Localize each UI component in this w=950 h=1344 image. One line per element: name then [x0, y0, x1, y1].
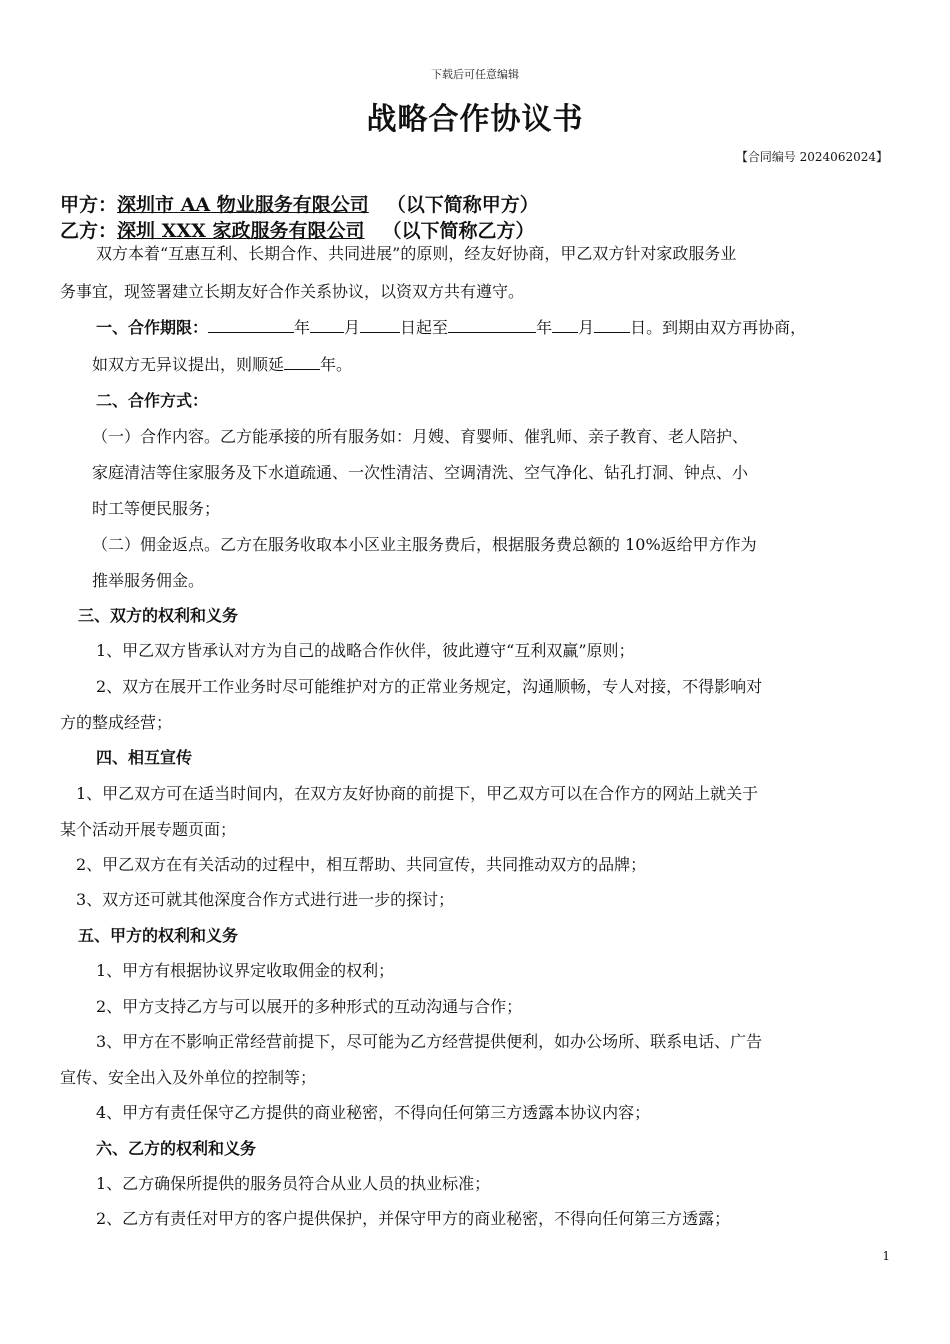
- section-3-heading: 三、双方的权利和义务: [78, 606, 239, 625]
- section-6-line: 2、乙方有责任对甲方的客户提供保护，并保守甲方的商业秘密，不得向任何第三方透露；: [96, 1209, 731, 1228]
- party-b-name: 深圳 XXX 家政服务有限公司: [117, 220, 365, 242]
- party-b-prefix: 乙方：: [60, 220, 118, 242]
- section-4-line: 1、甲乙双方可在适当时间内，在双方友好协商的前提下，甲乙双方可以在合作方的网站上就关于: [76, 784, 759, 803]
- section-2-line: 家庭清洁等住家服务及下水道疏通、一次性清洁、空调清洗、空气净化、钻孔打洞、钟点、小: [92, 463, 749, 482]
- section-1-term: [96, 317, 806, 338]
- page-number: 1: [882, 1249, 890, 1263]
- renewal-text: 如双方无异议提出，则顺延: [92, 355, 285, 374]
- year-label: 年: [536, 318, 553, 337]
- renewal-years-blank[interactable]: [284, 354, 320, 370]
- party-a-prefix: 甲方：: [60, 194, 118, 216]
- section-6-heading: 六、乙方的权利和义务: [96, 1139, 257, 1158]
- month-label: 月: [578, 318, 595, 337]
- year-label: 年: [294, 318, 311, 337]
- section-1-heading: 一、合作期限：: [96, 318, 209, 337]
- section-2-line: （二）佣金返点。乙方在服务收取本小区业主服务费后，根据服务费总额的 10%返给甲方作为: [92, 535, 757, 554]
- section-5-line: 4、甲方有责任保守乙方提供的商业秘密，不得向任何第三方透露本协议内容；: [96, 1103, 651, 1122]
- section-5-line: 3、甲方在不影响正常经营前提下，尽可能为乙方经营提供便利，如办公场所、联系电话、广告: [96, 1032, 763, 1051]
- section-2-line: （一）合作内容。乙方能承接的所有服务如：月嫂、育婴师、催乳师、亲子教育、老人陪护、: [92, 427, 749, 446]
- month-label: 月: [344, 318, 361, 337]
- start-year-blank[interactable]: [208, 317, 294, 333]
- day-from-label: 日起至: [400, 318, 449, 337]
- party-a-alias: （以下简称甲方）: [386, 194, 539, 216]
- header-note: 下载后可任意编辑: [431, 68, 519, 81]
- section-2-heading: 二、合作方式：: [96, 391, 209, 410]
- section-5-line: 宣传、安全出入及外单位的控制等；: [60, 1068, 317, 1087]
- section-4-line: 某个活动开展专题页面；: [60, 820, 237, 839]
- end-year-blank[interactable]: [448, 317, 536, 333]
- section-4-line: 2、甲乙双方在有关活动的过程中，相互帮助、共同宣传，共同推动双方的品牌；: [76, 855, 647, 874]
- intro-line: 双方本着“互惠互利、长期合作、共同进展”的原则，经友好协商，甲乙双方针对家政服务业: [96, 244, 737, 263]
- section-5-heading: 五、甲方的权利和义务: [78, 926, 239, 945]
- start-day-blank[interactable]: [360, 317, 400, 333]
- section-1-renewal: [92, 354, 352, 375]
- party-b: [60, 216, 535, 243]
- section-3-line: 1、甲乙双方皆承认对方为自己的战略合作伙伴，彼此遵守“互利双赢”原则；: [96, 641, 635, 660]
- section-3-line: 2、双方在展开工作业务时尽可能维护对方的正常业务规定，沟通顺畅，专人对接，不得影响对: [96, 677, 763, 696]
- section-4-heading: 四、相互宣传: [96, 748, 193, 767]
- party-a-name: 深圳市 AA 物业服务有限公司: [117, 194, 369, 216]
- intro-line: 务事宜，现签署建立长期友好合作关系协议，以资双方共有遵守。: [60, 282, 525, 301]
- section-4-line: 3、双方还可就其他深度合作方式进行进一步的探讨；: [76, 890, 455, 909]
- day-end-label: 日。到期由双方再协商，: [630, 318, 807, 337]
- section-2-line: 推举服务佣金。: [92, 571, 205, 590]
- section-5-line: 1、甲方有根据协议界定收取佣金的权利；: [96, 961, 395, 980]
- document-title: 战略合作协议书: [366, 102, 584, 137]
- party-b-alias: （以下简称乙方）: [382, 220, 535, 242]
- start-month-blank[interactable]: [310, 317, 344, 333]
- section-2-line: 时工等便民服务；: [92, 499, 221, 518]
- renewal-year-label: 年。: [320, 355, 353, 374]
- party-a: [60, 190, 539, 217]
- end-month-blank[interactable]: [552, 317, 578, 333]
- section-3-line: 方的整成经营；: [60, 713, 173, 732]
- section-6-line: 1、乙方确保所提供的服务员符合从业人员的执业标准；: [96, 1174, 491, 1193]
- section-5-line: 2、甲方支持乙方与可以展开的多种形式的互动沟通与合作；: [96, 997, 523, 1016]
- contract-number: 【合同编号 2024062024】: [735, 150, 888, 164]
- end-day-blank[interactable]: [594, 317, 630, 333]
